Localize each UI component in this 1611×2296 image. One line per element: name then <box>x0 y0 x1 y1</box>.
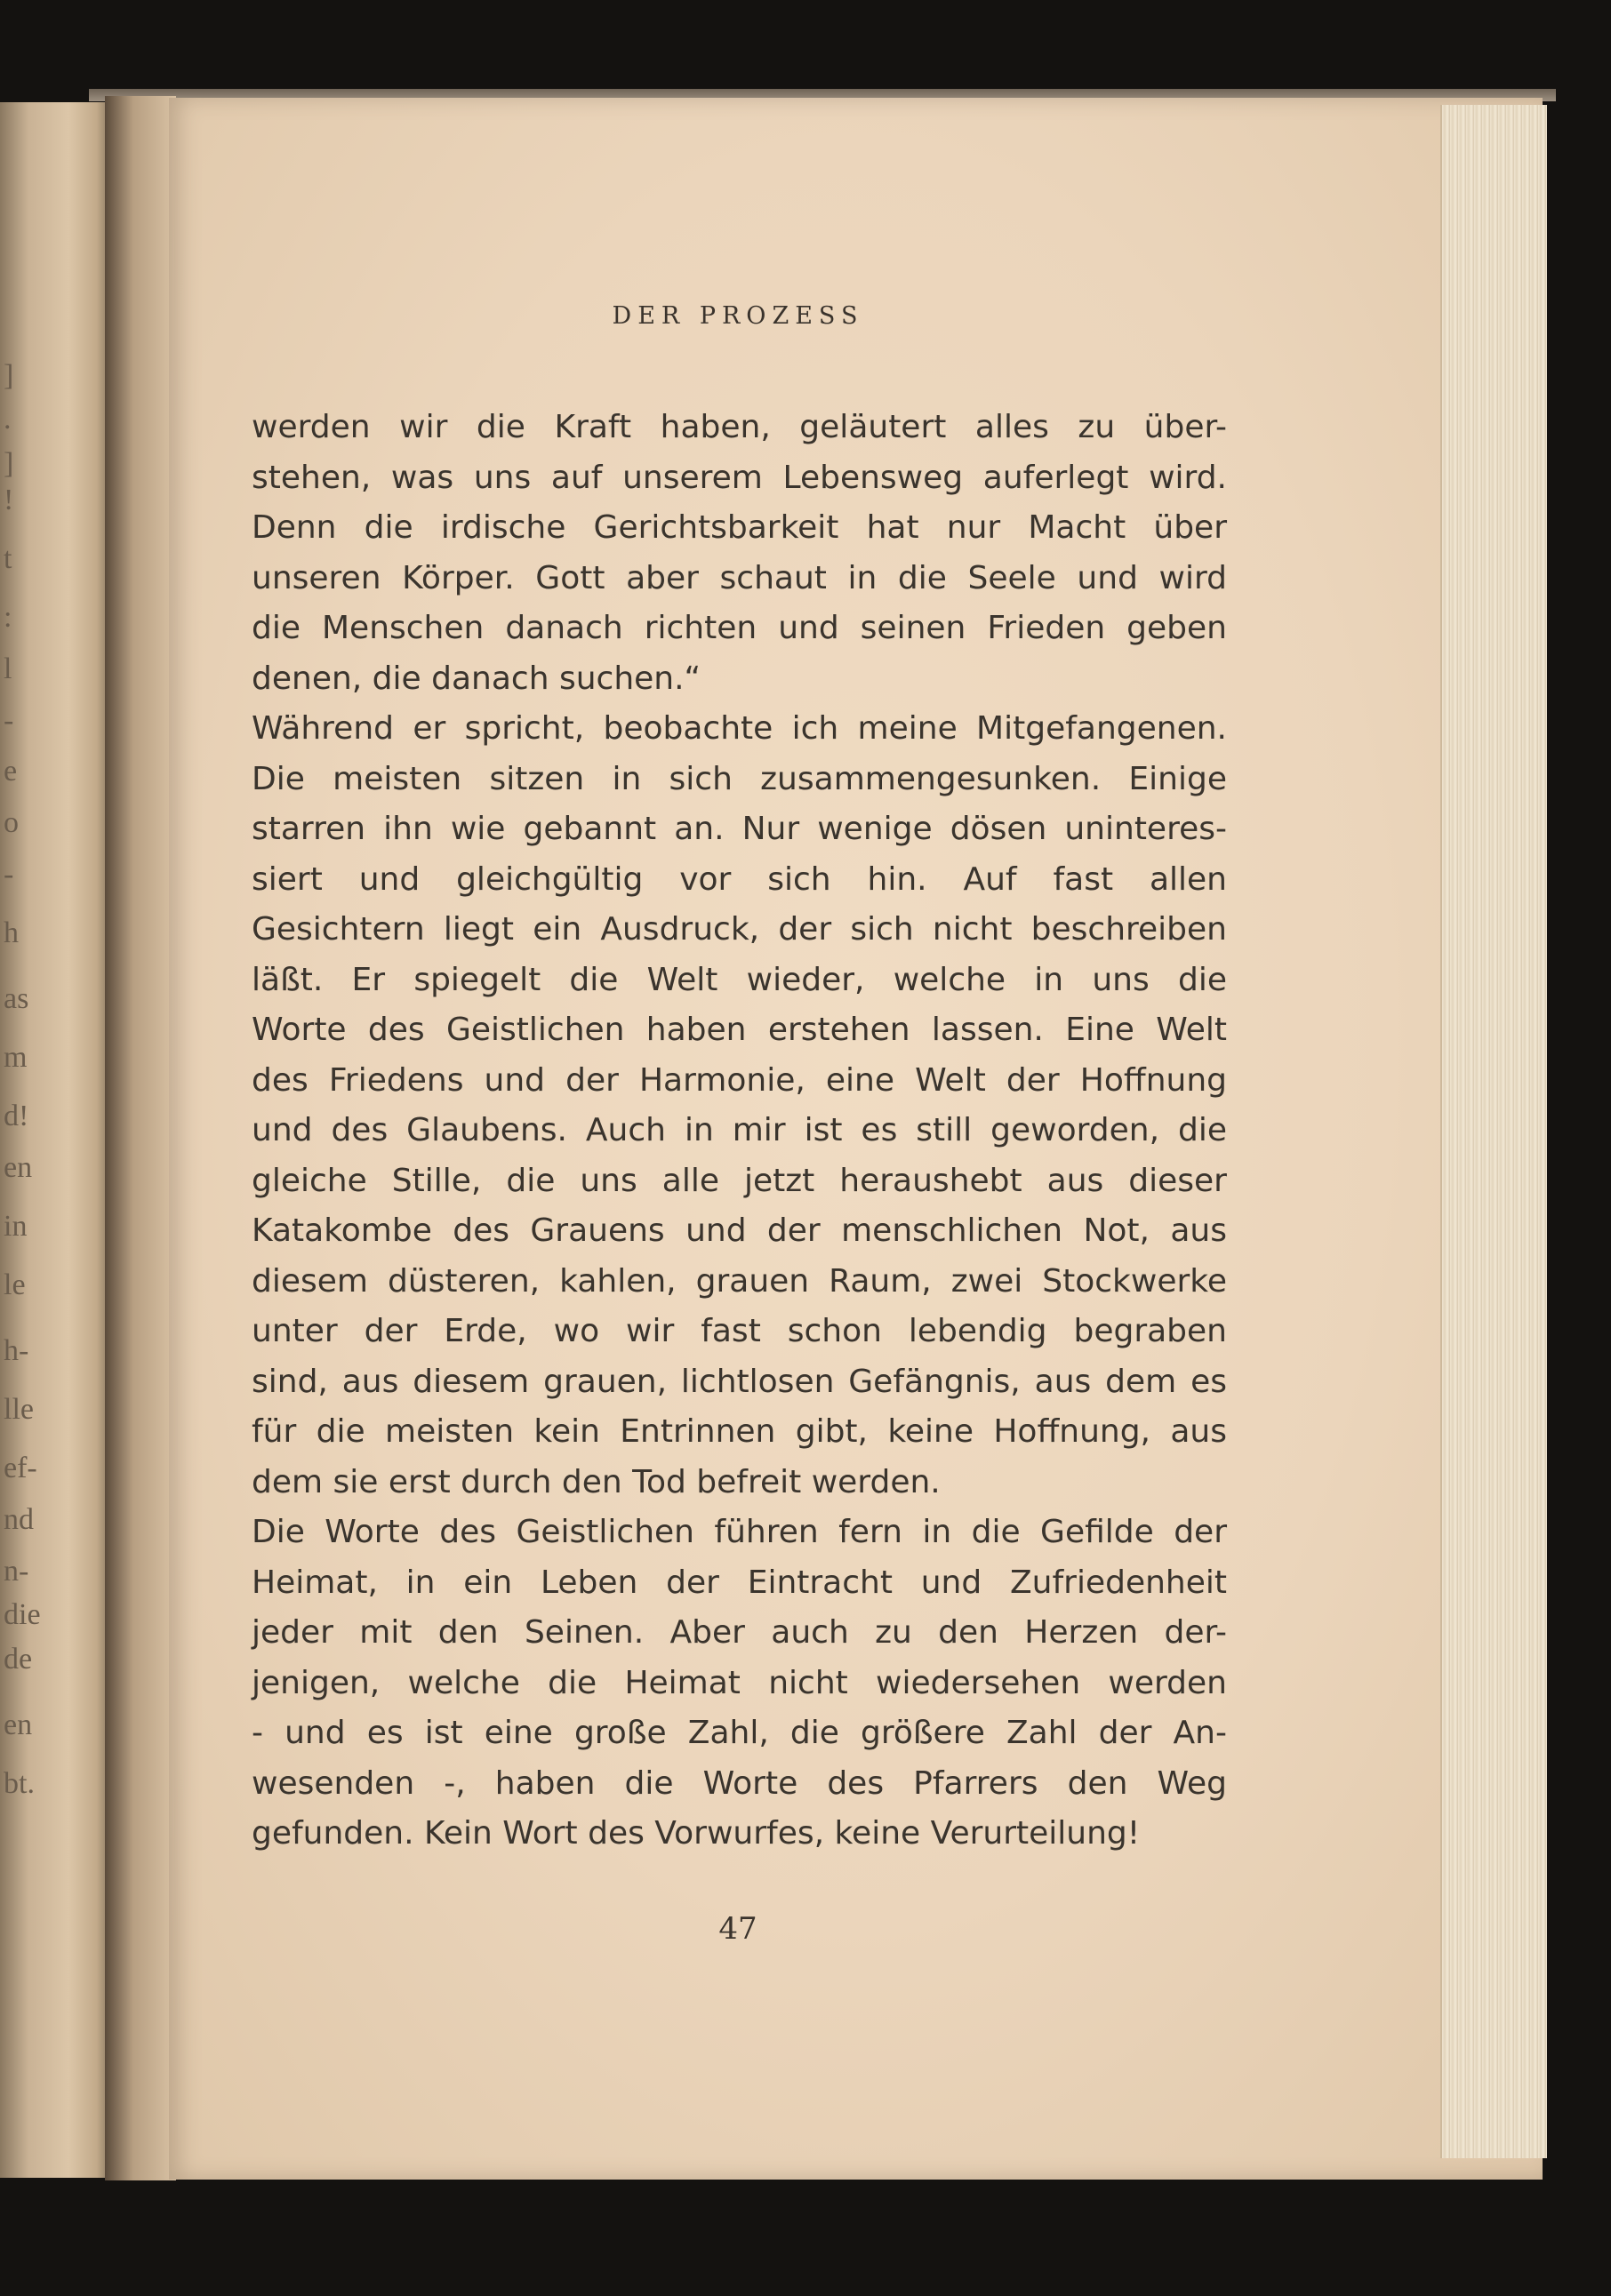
text-line: läßt. Er spiegelt die Welt wieder, welche in uns die <box>252 961 1227 998</box>
margin-fragment: in <box>4 1209 28 1243</box>
text-line: jeder mit den Seinen. Aber auch zu den Herzen der- <box>252 1614 1227 1651</box>
text-line: Gesichtern liegt ein Ausdruck, der sich nicht beschreiben <box>252 911 1227 948</box>
margin-fragment: m <box>4 1041 28 1074</box>
text-line: Heimat, in ein Leben der Eintracht und Zufriedenheit <box>252 1564 1227 1601</box>
margin-fragment: de <box>4 1642 33 1676</box>
text-line: siert und gleichgültig vor sich hin. Auf fast allen <box>252 860 1227 898</box>
margin-fragment: le <box>4 1268 26 1301</box>
margin-fragment: ] <box>4 358 14 392</box>
margin-fragment: nd <box>4 1502 34 1536</box>
margin-fragment: o <box>4 806 19 839</box>
margin-fragment: die <box>4 1598 41 1631</box>
margin-fragment: en <box>4 1708 33 1741</box>
margin-fragment: bt. <box>4 1766 35 1800</box>
margin-fragment: h- <box>4 1334 29 1367</box>
margin-fragment: t <box>4 542 12 575</box>
page-number: 47 <box>718 1911 757 1947</box>
text-line: jenigen, welche die Heimat nicht wiedersehen werden <box>252 1664 1227 1701</box>
text-line: sind, aus diesem grauen, lichtlosen Gefängnis, aus dem es <box>252 1363 1227 1400</box>
text-line: - und es ist eine große Zahl, die größere Zahl der An- <box>252 1715 1227 1751</box>
margin-fragment: - <box>4 703 14 737</box>
margin-fragment: e <box>4 755 18 788</box>
text-line: Katakombe des Grauens und der menschlichen Not, aus <box>252 1212 1227 1249</box>
margin-fragment: ! <box>4 484 14 516</box>
text-line: die Menschen danach richten und seinen Frieden geben <box>252 610 1227 646</box>
text-line: und des Glaubens. Auch in mir ist es still geworden, die <box>252 1112 1227 1148</box>
text-line: stehen, was uns auf unserem Lebensweg auferlegt wird. <box>252 459 1227 496</box>
page-edges <box>1440 105 1547 2158</box>
margin-fragment: h <box>4 916 19 949</box>
margin-fragment: as <box>4 982 29 1015</box>
text-line: denen, die danach suchen.“ <box>252 660 701 697</box>
text-line: gleiche Stille, die uns alle jetzt heraushebt aus dieser <box>252 1162 1227 1199</box>
text-line: Worte des Geistlichen haben erstehen lassen. Eine Welt <box>252 1012 1227 1048</box>
running-head: DER PROZESS <box>612 302 864 330</box>
text-line: Die Worte des Geistlichen führen fern in die Gefilde der <box>252 1514 1227 1550</box>
text-line: unter der Erde, wo wir fast schon lebendig begraben <box>252 1313 1227 1349</box>
text-line: für die meisten kein Entrinnen gibt, keine Hoffnung, aus <box>252 1413 1227 1450</box>
text-line: wesenden -, haben die Worte des Pfarrers den Weg <box>252 1764 1227 1802</box>
text-line: unseren Körper. Gott aber schaut in die Seele und wird <box>252 559 1227 596</box>
body-text <box>252 403 1227 1860</box>
text-line: starren ihn wie gebannt an. Nur wenige dösen uninteres- <box>252 811 1227 847</box>
text-line: diesem düsteren, kahlen, grauen Raum, zwei Stockwerke <box>252 1262 1227 1300</box>
text-line: Während er spricht, beobachte ich meine Mitgefangenen. <box>252 710 1227 747</box>
left-page <box>0 102 114 2178</box>
margin-fragment: ef- <box>4 1452 37 1484</box>
text-line: des Friedens und der Harmonie, eine Welt der Hoffnung <box>252 1061 1227 1099</box>
margin-fragment: : <box>4 601 12 634</box>
text-line: Denn die irdische Gerichtsbarkeit hat nur Macht über <box>252 509 1227 546</box>
margin-fragment: en <box>4 1150 33 1184</box>
margin-fragment: ] <box>4 446 14 480</box>
text-line: gefunden. Kein Wort des Vorwurfes, keine Verurteilung! <box>252 1815 1141 1852</box>
margin-fragment: - <box>4 857 14 891</box>
margin-fragment: l <box>4 652 12 685</box>
text-line: dem sie erst durch den Tod befreit werden. <box>252 1463 941 1500</box>
text-line: werden wir die Kraft haben, geläutert alles zu über- <box>252 409 1227 445</box>
margin-fragment: d! <box>4 1100 29 1132</box>
left-page-margin-fragments <box>0 102 114 2178</box>
book-gutter <box>105 96 176 2180</box>
margin-fragment: . <box>4 403 12 436</box>
margin-fragment: n- <box>4 1554 29 1588</box>
margin-fragment: lle <box>4 1393 34 1426</box>
text-line: Die meisten sitzen in sich zusammengesunken. Einige <box>252 760 1227 797</box>
